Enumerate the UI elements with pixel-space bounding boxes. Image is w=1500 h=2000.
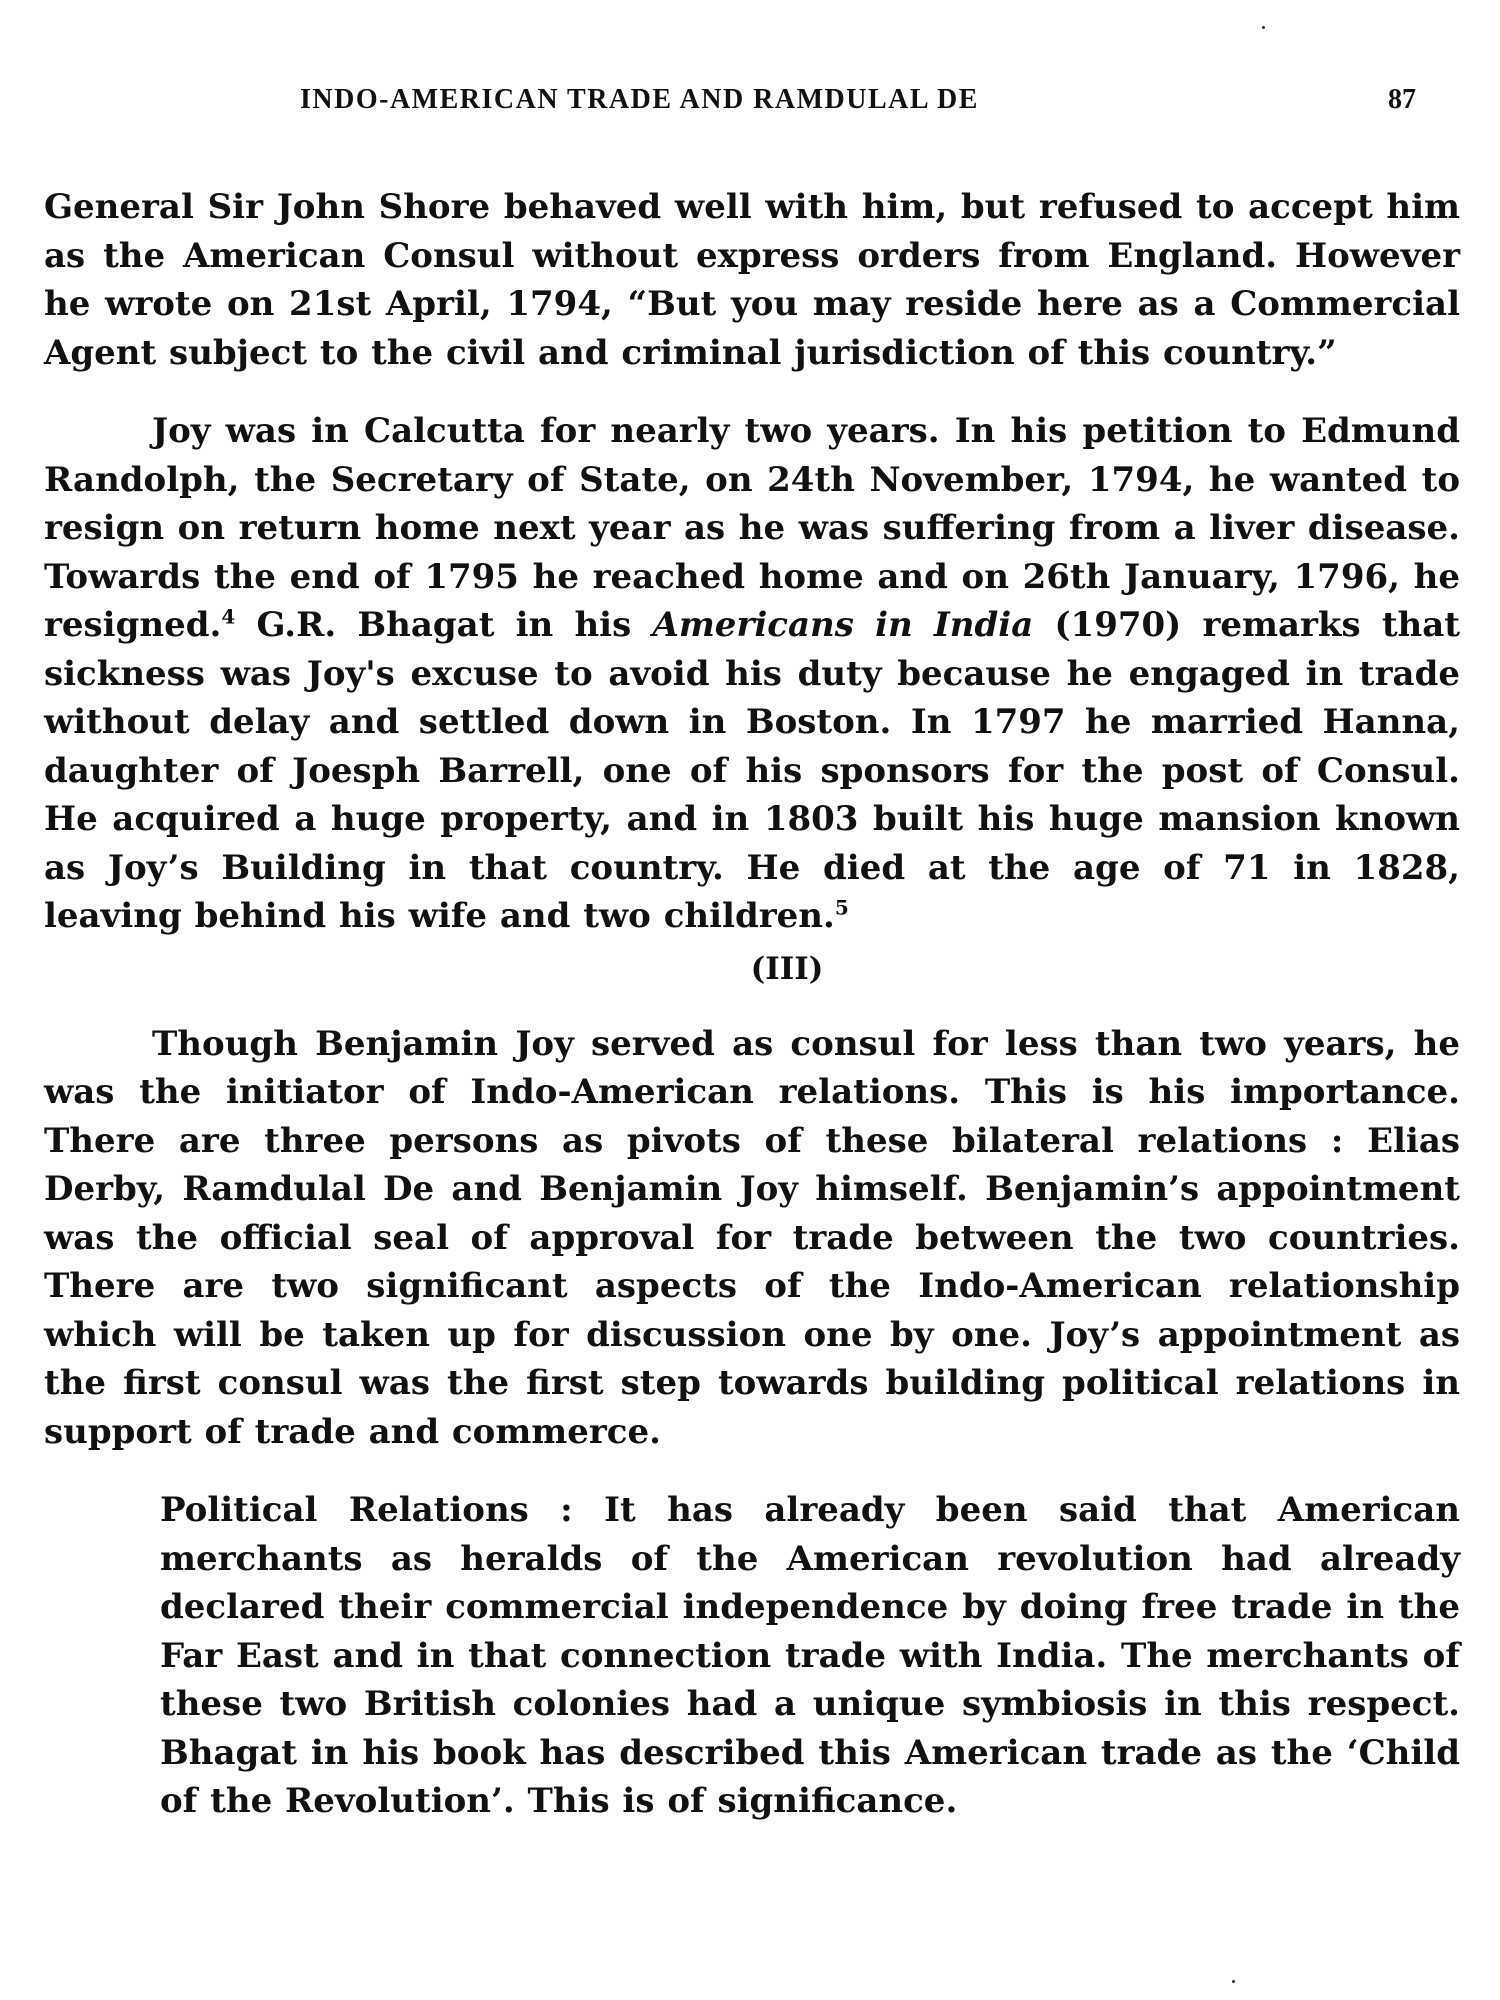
paragraph-gap: [44, 1456, 1460, 1486]
paragraph-2-text-c: (1970) remarks that sickness was Joy's excuse to avoid his duty because he engaged in trade without delay and settled down in Boston. In 1797 he married Hanna, daughter of Joesph Barrell, one of his sponsors for the post of Consul. He acquired a huge property, and in 1803 built his huge mansion known as Joy’s Building in that country. He died at the age of 71 in 1828, leaving behind his wife and two children.: [44, 605, 1460, 936]
paragraph-3: Though Benjamin Joy served as consul for less than two years, he was the initiator of Indo-American relations. This is his importance. There are three persons as pivots of these bilateral relations : Elias Derby, Ramdulal De and Benjamin Joy himself. Benjamin’s appointment was the official seal of approval for trade between the two countries. There are two significant aspects of the Indo-American relationship which will be taken up for discussion one by one. Joy’s appointment as the first consul was the first step towards building political relations in support of trade and commerce.: [44, 1023, 1460, 1452]
page-number: 87: [1388, 84, 1416, 115]
footnote-ref-5: 5: [834, 895, 849, 920]
paragraph-4: Political Relations : It has already been said that American merchants as heralds of the American revolution had already declared their commercial independence by doing free trade in the Far East and in that connection trade with India. The merchants of these two British colonies had a unique symbiosis in this respect. Bhagat in his book has described this American trade as the ‘Child of the Revolution’. This is of significance.: [160, 1490, 1460, 1821]
paragraph-gap: [44, 377, 1460, 407]
scan-speck: [1232, 1980, 1235, 1983]
body-text: [44, 183, 1460, 1826]
book-title: Americans in India: [652, 605, 1034, 645]
paragraph-2-text-a: Joy was in Calcutta for nearly two years. In his petition to Edmund Randolph, the Secretary of State, on 24th November, 1794, he wanted to resign on return home next year as he was suffering from a liver disease. Towards the end of 1795 he reached home and on 26th January, 1796, he resigned.: [44, 411, 1460, 645]
scan-speck: [1262, 26, 1265, 29]
footnote-ref-4: 4: [221, 604, 236, 629]
paragraph-2-text-b: G.R. Bhagat in his: [235, 605, 653, 645]
paragraph-2: [44, 407, 1460, 941]
page-header: [0, 84, 1500, 124]
paragraph-1: General Sir John Shore behaved well with him, but refused to accept him as the American Consul without express orders from England. However he wrote on 21st April, 1794, “But you may reside here as a Commercial Agent subject to the civil and criminal jurisdiction of this country.”: [44, 187, 1460, 373]
running-head: INDO-AMERICAN TRADE AND RAMDULAL DE: [300, 84, 979, 115]
section-heading: (III): [750, 950, 824, 987]
